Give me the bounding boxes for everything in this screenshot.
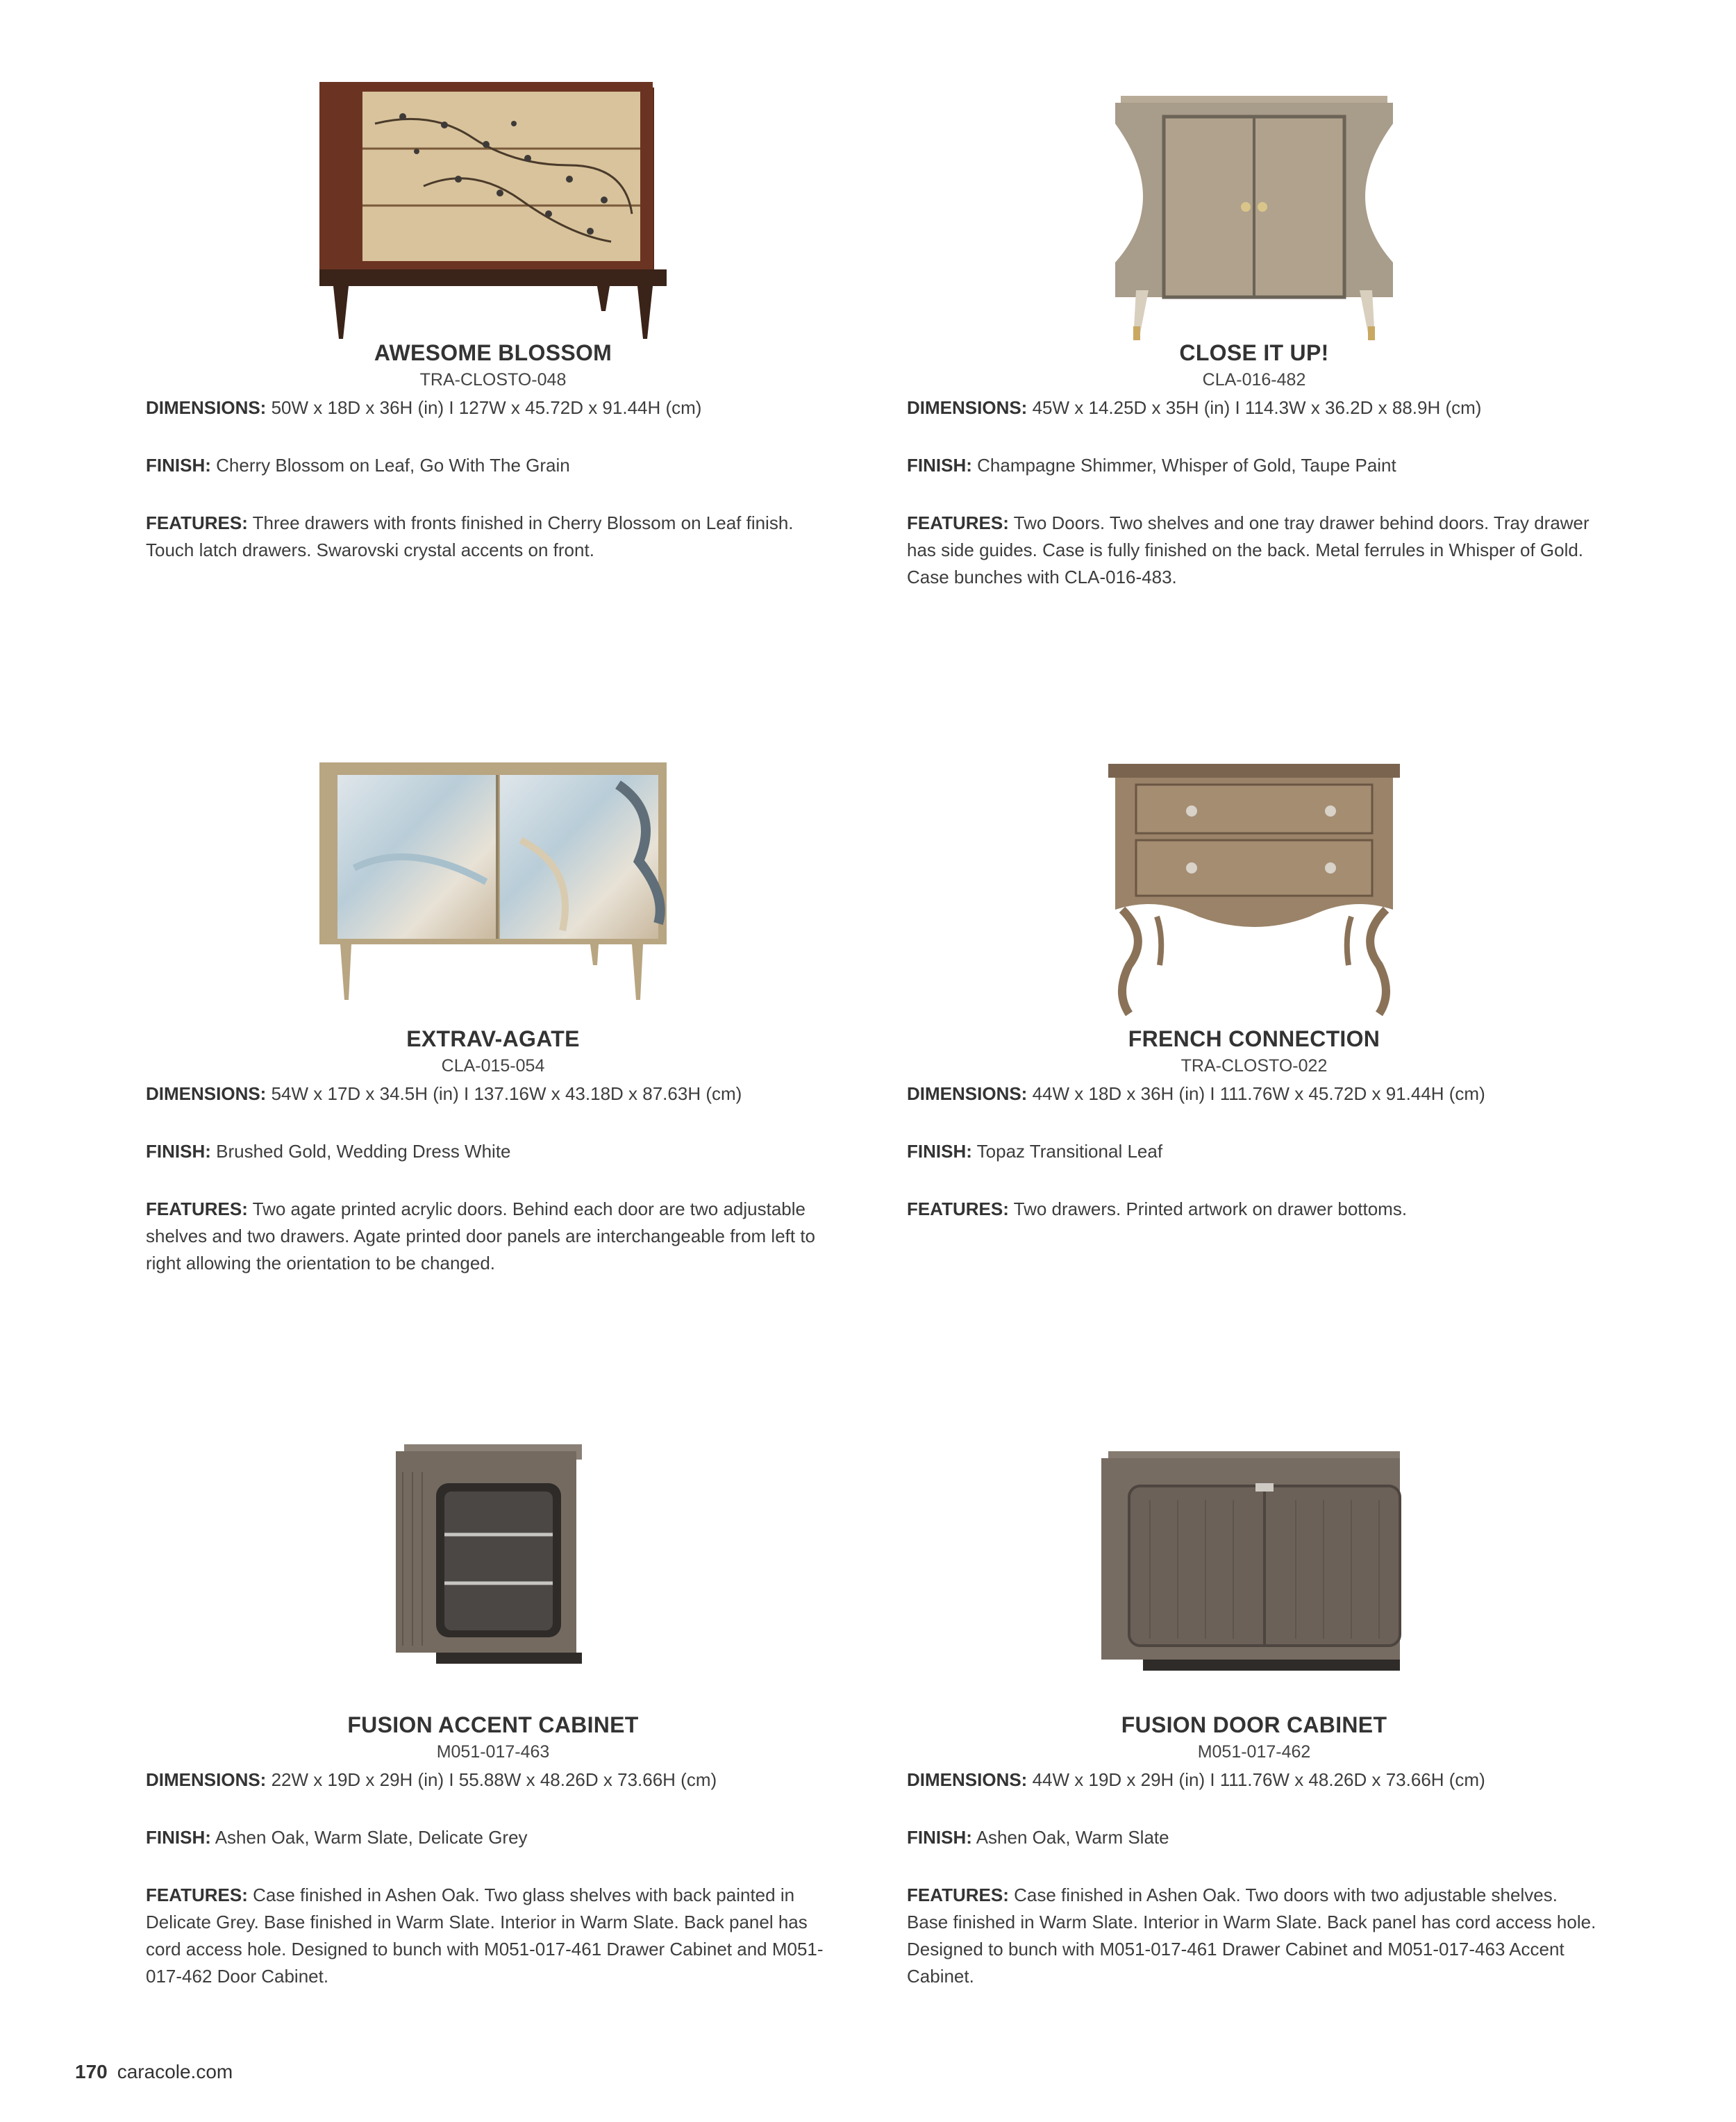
product-features xyxy=(907,1196,1601,1223)
finish-value: Topaz Transitional Leaf xyxy=(976,1141,1163,1162)
dimensions-value: 54W x 17D x 34.5H (in) I 137.16W x 43.18D x 87.63H (cm) xyxy=(271,1083,742,1104)
features-value: Two agate printed acrylic doors. Behind each door are two adjustable shelves and two drawers. Agate printed door panels are interchangeable from left to right allowing the orientation to be changed. xyxy=(146,1198,816,1273)
product-features xyxy=(146,1882,840,1990)
product-dimensions xyxy=(146,394,840,421)
finish-label: FINISH: xyxy=(907,1141,972,1162)
dimensions-value: 22W x 19D x 29H (in) I 55.88W x 48.26D x 73.66H (cm) xyxy=(271,1769,717,1790)
features-value: Case finished in Ashen Oak. Two doors with two adjustable shelves. Base finished in Warm Slate. Interior in Warm Slate. Back panel has cord access hole. Designed to bunch with M051-017-461 Drawer Cabinet and M051-017-463 Accent Cabinet. xyxy=(907,1885,1596,1987)
dimensions-label: DIMENSIONS: xyxy=(907,1083,1028,1104)
product-name: FRENCH CONNECTION xyxy=(1128,1026,1380,1051)
finish-label: FINISH: xyxy=(907,455,972,476)
product-sku: M051-017-462 xyxy=(1197,1742,1311,1762)
product-sku: TRA-CLOSTO-022 xyxy=(1180,1056,1328,1076)
product-image-french-connection xyxy=(907,757,1601,993)
product-features xyxy=(907,510,1601,591)
dimensions-value: 50W x 18D x 36H (in) I 127W x 45.72D x 91.44H (cm) xyxy=(271,397,702,418)
features-label: FEATURES: xyxy=(907,1885,1009,1905)
product-features xyxy=(907,1882,1601,1990)
product-card-french-connection xyxy=(907,757,1601,1223)
page-footer xyxy=(75,2061,233,2083)
product-name: AWESOME BLOSSOM xyxy=(374,340,612,365)
product-name: FUSION DOOR CABINET xyxy=(1121,1712,1387,1737)
dimensions-label: DIMENSIONS: xyxy=(146,397,267,418)
finish-value: Champagne Shimmer, Whisper of Gold, Taupe Paint xyxy=(977,455,1396,476)
features-label: FEATURES: xyxy=(146,1885,248,1905)
product-finish xyxy=(146,1824,840,1851)
finish-value: Brushed Gold, Wedding Dress White xyxy=(216,1141,511,1162)
features-value: Two Doors. Two shelves and one tray drawer behind doors. Tray drawer has side guides. Case is fully finished on the back. Metal ferrules in Whisper of Gold. Case bunches with CLA-016-483. xyxy=(907,512,1589,587)
features-label: FEATURES: xyxy=(146,1198,248,1219)
product-dimensions xyxy=(907,1080,1601,1108)
product-features xyxy=(146,510,840,564)
features-label: FEATURES: xyxy=(146,512,248,533)
features-value: Two drawers. Printed artwork on drawer bottoms. xyxy=(1013,1198,1408,1219)
product-dimensions xyxy=(907,1766,1601,1794)
product-image-close-it-up xyxy=(907,82,1601,318)
dimensions-value: 45W x 14.25D x 35H (in) I 114.3W x 36.2D x 88.9H (cm) xyxy=(1032,397,1482,418)
product-features xyxy=(146,1196,840,1277)
product-card-extrav-agate xyxy=(146,757,840,1277)
product-card-fusion-door-cabinet xyxy=(907,1444,1601,1990)
product-name: EXTRAV-AGATE xyxy=(406,1026,580,1051)
finish-value: Ashen Oak, Warm Slate xyxy=(976,1827,1169,1848)
finish-label: FINISH: xyxy=(146,455,211,476)
product-finish xyxy=(907,1824,1601,1851)
product-finish xyxy=(907,1138,1601,1165)
features-label: FEATURES: xyxy=(907,1198,1009,1219)
product-sku: CLA-015-054 xyxy=(441,1056,545,1076)
product-dimensions xyxy=(907,394,1601,421)
finish-label: FINISH: xyxy=(146,1141,211,1162)
product-dimensions xyxy=(146,1766,840,1794)
finish-label: FINISH: xyxy=(146,1827,211,1848)
product-finish xyxy=(907,452,1601,479)
product-sku: M051-017-463 xyxy=(436,1742,550,1762)
product-finish xyxy=(146,1138,840,1165)
features-label: FEATURES: xyxy=(907,512,1009,533)
finish-label: FINISH: xyxy=(907,1827,972,1848)
dimensions-label: DIMENSIONS: xyxy=(907,397,1028,418)
product-finish xyxy=(146,452,840,479)
product-dimensions xyxy=(146,1080,840,1108)
product-image-awesome-blossom xyxy=(146,82,840,318)
product-name: CLOSE IT UP! xyxy=(1179,340,1329,365)
product-sku: CLA-016-482 xyxy=(1202,370,1306,390)
dimensions-label: DIMENSIONS: xyxy=(146,1083,267,1104)
product-name: FUSION ACCENT CABINET xyxy=(347,1712,639,1737)
product-image-fusion-accent-cabinet xyxy=(146,1444,840,1680)
dimensions-label: DIMENSIONS: xyxy=(907,1769,1028,1790)
finish-value: Cherry Blossom on Leaf, Go With The Grain xyxy=(216,455,570,476)
features-value: Three drawers with fronts finished in Cherry Blossom on Leaf finish. Touch latch drawers. Swarovski crystal accents on front. xyxy=(146,512,794,560)
product-card-fusion-accent-cabinet xyxy=(146,1444,840,1990)
dimensions-label: DIMENSIONS: xyxy=(146,1769,267,1790)
product-card-awesome-blossom xyxy=(146,82,840,564)
product-sku: TRA-CLOSTO-048 xyxy=(419,370,567,390)
product-image-fusion-door-cabinet xyxy=(907,1444,1601,1680)
product-card-close-it-up xyxy=(907,82,1601,591)
features-value: Case finished in Ashen Oak. Two glass shelves with back painted in Delicate Grey. Base finished in Warm Slate. Interior in Warm Slate. Back panel has cord access hole. Designed to bunch with M051-017-461 Drawer Cabinet and M051-017-462 Door Cabinet. xyxy=(146,1885,824,1987)
dimensions-value: 44W x 19D x 29H (in) I 111.76W x 48.26D x 73.66H (cm) xyxy=(1032,1769,1485,1790)
site-link[interactable]: caracole.com xyxy=(117,2061,233,2082)
page-number: 170 xyxy=(75,2061,108,2082)
finish-value: Ashen Oak, Warm Slate, Delicate Grey xyxy=(215,1827,528,1848)
product-image-extrav-agate xyxy=(146,757,840,993)
dimensions-value: 44W x 18D x 36H (in) I 111.76W x 45.72D x 91.44H (cm) xyxy=(1032,1083,1485,1104)
